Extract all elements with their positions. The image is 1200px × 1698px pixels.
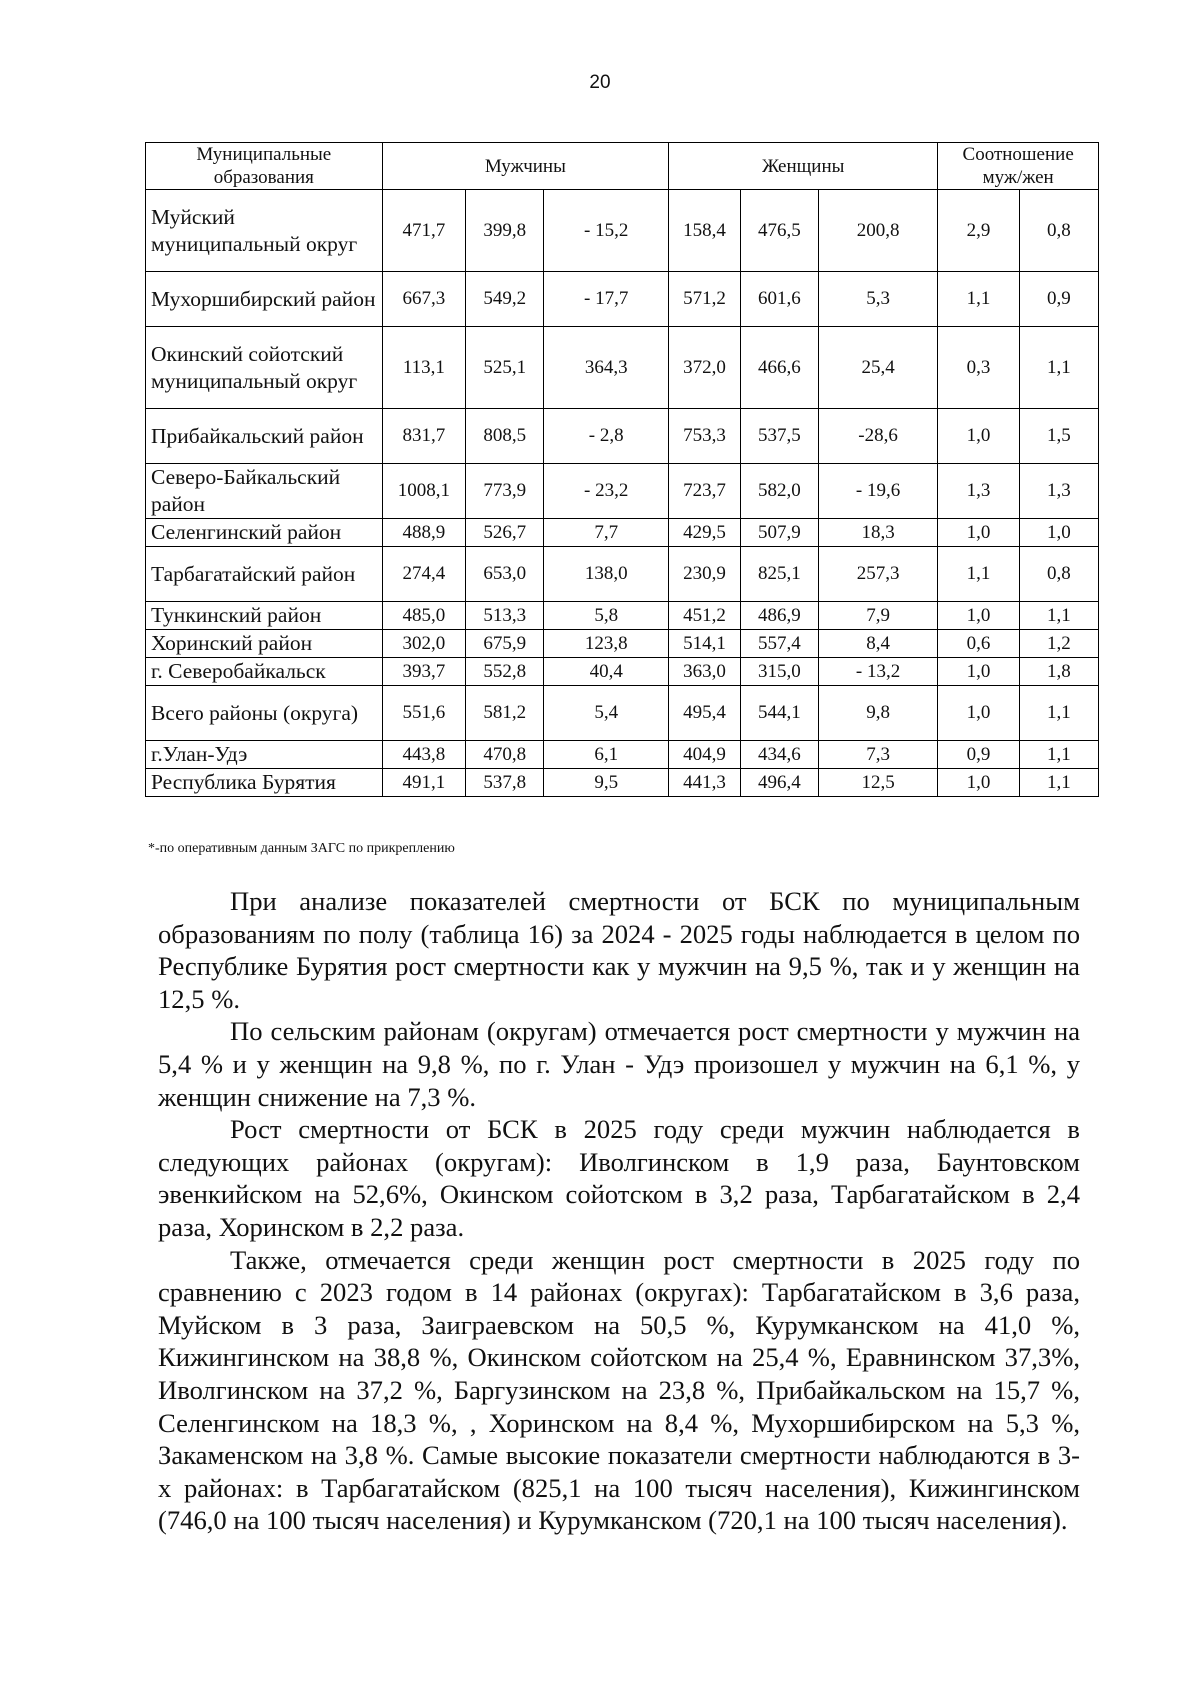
table-cell: 470,8 — [466, 741, 544, 769]
table-cell: 230,9 — [669, 547, 741, 602]
table-cell: 526,7 — [466, 519, 544, 547]
table-cell: 12,5 — [818, 769, 937, 797]
paragraph: Рост смертности от БСК в 2025 году среди мужчин наблюдается в следующих районах (округам): Иволгинском в 1,9 раза, Баунтовском эвенкийском на 52,6%, Окинском сойотском в 3,2 раза, Тарбагатайском в 2,4 раза, Хоринском в 2,2 раза. — [158, 1114, 1080, 1242]
table-cell: 525,1 — [466, 327, 544, 409]
row-name: Мухоршибирский район — [146, 272, 383, 327]
row-name: Тарбагатайский район — [146, 547, 383, 602]
table-cell: 9,5 — [544, 769, 669, 797]
header-women: Женщины — [669, 143, 938, 190]
table-cell: 476,5 — [740, 190, 818, 272]
table-cell: 552,8 — [466, 658, 544, 686]
table-cell: 393,7 — [382, 658, 466, 686]
table-cell: 486,9 — [740, 602, 818, 630]
table-cell: 5,4 — [544, 686, 669, 741]
table-cell: 399,8 — [466, 190, 544, 272]
table-cell: 302,0 — [382, 630, 466, 658]
table-cell: 363,0 — [669, 658, 741, 686]
table-cell: 1,8 — [1019, 658, 1098, 686]
table-cell: 2,9 — [938, 190, 1019, 272]
table-cell: 544,1 — [740, 686, 818, 741]
header-ratio: Соотношение муж/жен — [938, 143, 1099, 190]
table-row — [146, 519, 1099, 547]
table-cell: 443,8 — [382, 741, 466, 769]
table-cell: - 15,2 — [544, 190, 669, 272]
row-name: Республика Бурятия — [146, 769, 383, 797]
row-name: Всего районы (округа) — [146, 686, 383, 741]
table-cell: 1,0 — [1019, 519, 1098, 547]
table-cell: 753,3 — [669, 409, 741, 464]
table-cell: 581,2 — [466, 686, 544, 741]
table-cell: 40,4 — [544, 658, 669, 686]
table-cell: 158,4 — [669, 190, 741, 272]
table-cell: 257,3 — [818, 547, 937, 602]
row-name: Тункинский район — [146, 602, 383, 630]
table-cell: 488,9 — [382, 519, 466, 547]
table-cell: 8,4 — [818, 630, 937, 658]
table-row — [146, 630, 1099, 658]
table-header-row — [146, 143, 1099, 190]
table-cell: 1,0 — [938, 519, 1019, 547]
table-cell: 0,9 — [938, 741, 1019, 769]
table-cell: - 19,6 — [818, 464, 937, 519]
table-cell: 537,8 — [466, 769, 544, 797]
table-cell: 507,9 — [740, 519, 818, 547]
table-cell: 1,1 — [938, 272, 1019, 327]
table-cell: 113,1 — [382, 327, 466, 409]
table-cell: 514,1 — [669, 630, 741, 658]
table-cell: 7,7 — [544, 519, 669, 547]
table-cell: 6,1 — [544, 741, 669, 769]
table-cell: 1,0 — [938, 769, 1019, 797]
row-name: Прибайкальский район — [146, 409, 383, 464]
table-cell: 496,4 — [740, 769, 818, 797]
table-cell: 1,0 — [938, 686, 1019, 741]
table-cell: 551,6 — [382, 686, 466, 741]
table-cell: 582,0 — [740, 464, 818, 519]
table-row — [146, 741, 1099, 769]
table-cell: 1,2 — [1019, 630, 1098, 658]
table-cell: 773,9 — [466, 464, 544, 519]
table-cell: 0,8 — [1019, 190, 1098, 272]
table-cell: 471,7 — [382, 190, 466, 272]
table-cell: 571,2 — [669, 272, 741, 327]
table-cell: 513,3 — [466, 602, 544, 630]
table-cell: 1,1 — [1019, 741, 1098, 769]
table-row — [146, 327, 1099, 409]
table-cell: 485,0 — [382, 602, 466, 630]
table-cell: 5,3 — [818, 272, 937, 327]
table-cell: 537,5 — [740, 409, 818, 464]
table-cell: 1,3 — [1019, 464, 1098, 519]
table-cell: 434,6 — [740, 741, 818, 769]
header-municipality: Муниципальные образования — [146, 143, 383, 190]
row-name: г.Улан-Удэ — [146, 741, 383, 769]
table-cell: 653,0 — [466, 547, 544, 602]
row-name: Хоринский район — [146, 630, 383, 658]
table-cell: 557,4 — [740, 630, 818, 658]
table-cell: 5,8 — [544, 602, 669, 630]
table-cell: 1,1 — [1019, 769, 1098, 797]
table-cell: 1,1 — [1019, 327, 1098, 409]
footnote: *-по оперативным данным ЗАГС по прикреплению — [148, 841, 455, 856]
table-row — [146, 547, 1099, 602]
table-cell: 1,0 — [938, 658, 1019, 686]
table-cell: 0,6 — [938, 630, 1019, 658]
table-cell: 7,3 — [818, 741, 937, 769]
table-cell: 315,0 — [740, 658, 818, 686]
table-cell: 372,0 — [669, 327, 741, 409]
table-cell: 1,0 — [938, 602, 1019, 630]
table-row — [146, 658, 1099, 686]
row-name: Северо-Байкальский район — [146, 464, 383, 519]
table-cell: 1,1 — [938, 547, 1019, 602]
table-cell: 808,5 — [466, 409, 544, 464]
table-cell: 1,3 — [938, 464, 1019, 519]
table-row — [146, 190, 1099, 272]
table-cell: 9,8 — [818, 686, 937, 741]
table-cell: - 13,2 — [818, 658, 937, 686]
table-cell: 723,7 — [669, 464, 741, 519]
table-cell: 466,6 — [740, 327, 818, 409]
row-name: Муйский муниципальный округ — [146, 190, 383, 272]
table-cell: 831,7 — [382, 409, 466, 464]
table-cell: 25,4 — [818, 327, 937, 409]
row-name: Окинский сойотский муниципальный округ — [146, 327, 383, 409]
table-row — [146, 769, 1099, 797]
table-cell: 1,1 — [1019, 602, 1098, 630]
table-cell: 495,4 — [669, 686, 741, 741]
row-name: Селенгинский район — [146, 519, 383, 547]
table-cell: 667,3 — [382, 272, 466, 327]
table-cell: 1,1 — [1019, 686, 1098, 741]
table-cell: 138,0 — [544, 547, 669, 602]
table-row — [146, 602, 1099, 630]
mortality-table — [145, 142, 1099, 797]
table-row — [146, 272, 1099, 327]
table-cell: 404,9 — [669, 741, 741, 769]
page-number: 20 — [589, 72, 611, 93]
table-cell: 200,8 — [818, 190, 937, 272]
table-cell: 1008,1 — [382, 464, 466, 519]
table-cell: 1,0 — [938, 409, 1019, 464]
table-cell: 18,3 — [818, 519, 937, 547]
body-text — [158, 885, 1080, 1537]
table-cell: 441,3 — [669, 769, 741, 797]
table-row — [146, 409, 1099, 464]
table-cell: 364,3 — [544, 327, 669, 409]
table-cell: 429,5 — [669, 519, 741, 547]
table-cell: - 2,8 — [544, 409, 669, 464]
table-row — [146, 686, 1099, 741]
row-name: г. Северобайкальск — [146, 658, 383, 686]
table-cell: 825,1 — [740, 547, 818, 602]
table-cell: 601,6 — [740, 272, 818, 327]
table-cell: 274,4 — [382, 547, 466, 602]
table-cell: 549,2 — [466, 272, 544, 327]
table-cell: 491,1 — [382, 769, 466, 797]
table-cell: 0,3 — [938, 327, 1019, 409]
table-row — [146, 464, 1099, 519]
table-cell: -28,6 — [818, 409, 937, 464]
table-body — [146, 190, 1099, 797]
table-cell: 451,2 — [669, 602, 741, 630]
table-cell: 0,9 — [1019, 272, 1098, 327]
table-cell: 123,8 — [544, 630, 669, 658]
header-men: Мужчины — [382, 143, 669, 190]
table-cell: 7,9 — [818, 602, 937, 630]
table-cell: 675,9 — [466, 630, 544, 658]
paragraph: При анализе показателей смертности от БСК по муниципальным образованиям по полу (таблица 16) за 2024 - 2025 годы наблюдается в целом по Республике Бурятия рост смертности как у мужчин на 9,5 %, так и у женщин на 12,5 %. — [158, 886, 1080, 1014]
paragraph: Также, отмечается среди женщин рост смертности в 2025 году по сравнению с 2023 годом в 14 районах (округах): Тарбагатайском в 3,6 раза, Муйском в 3 раза, Заиграевском на 50,5 %, Курумканском на 41,0 %, Кижингинском на 38,8 %, Окинском сойотском на 25,4 %, Еравнинском 37,3%, Иволгинском на 37,2 %, Баргузинском на 23,8 %, Прибайкальском на 15,7 %, Селенгинском на 18,3 %, , Хоринском на 8,4 %, Мухоршибирском на 5,3 %, Закаменском на 3,8 %. Самые высокие показатели смертности наблюдаются в 3-х районах: в Тарбагатайском (825,1 на 100 тысяч населения), Кижингинском (746,0 на 100 тысяч населения) и Курумканском (720,1 на 100 тысяч населения). — [158, 1244, 1080, 1536]
table-cell: - 17,7 — [544, 272, 669, 327]
table-cell: 1,5 — [1019, 409, 1098, 464]
paragraph: По сельским районам (округам) отмечается рост смертности у мужчин на 5,4 % и у женщин на 9,8 %, по г. Улан - Удэ произошел у мужчин на 6,1 %, у женщин снижение на 7,3 %. — [158, 1016, 1080, 1112]
table-cell: 0,8 — [1019, 547, 1098, 602]
table-cell: - 23,2 — [544, 464, 669, 519]
